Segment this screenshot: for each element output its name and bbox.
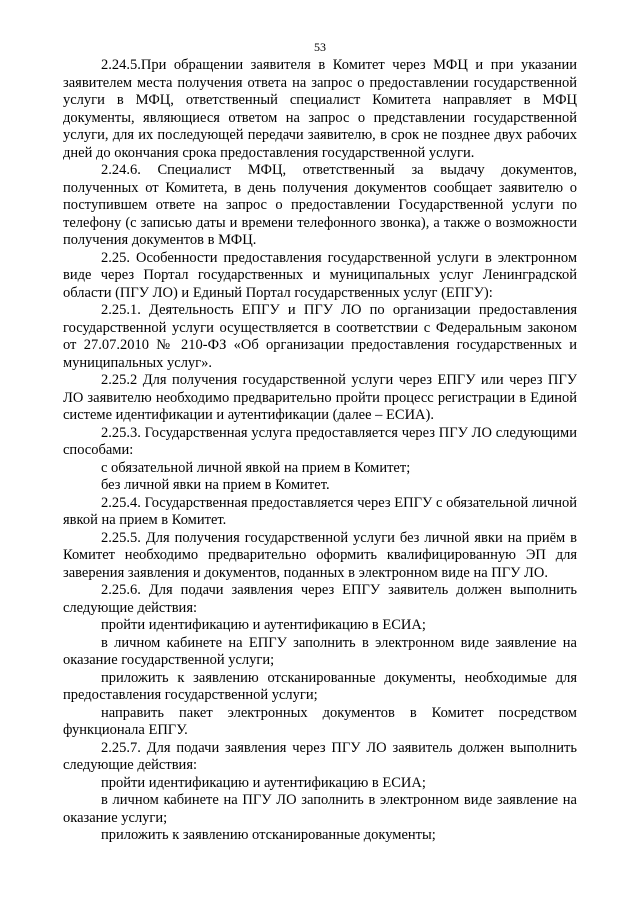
list-item: приложить к заявлению отсканированные документы, необходимые для предоставления государственной услуги;: [63, 669, 577, 703]
paragraph-2-25-4: 2.25.4. Государственная предоставляется через ЕПГУ с обязательной личной явкой на прием в Комитет.: [63, 494, 577, 528]
paragraph-2-25-1: 2.25.1. Деятельность ЕПГУ и ПГУ ЛО по организации предоставления государственной услуги осуществляется в соответствии с Федеральным законом от 27.07.2010 № 210-ФЗ «Об организации предоставления государственных и муниципальных услуг».: [63, 302, 577, 371]
paragraph-2-25: 2.25. Особенности предоставления государственной услуги в электронном виде через Портал государственных и муниципальных услуг Ленинградской области (ПГУ ЛО) и Единый Портал государственных услуг (ЕПГУ):: [63, 249, 577, 301]
paragraph-2-24-5: 2.24.5.При обращении заявителя в Комитет через МФЦ и при указании заявителем места получения ответа на запрос о предоставлении государственной услуги в МФЦ, ответственный специалист Комитета направляет в МФЦ документы, являющиеся ответом на запрос о представлении государственной услуги, для их последующей передачи заявителю, в срок не позднее двух рабочих дней до окончания срока предоставления государственной услуги.: [63, 57, 577, 161]
paragraph-2-25-7: 2.25.7. Для подачи заявления через ПГУ ЛО заявитель должен выполнить следующие действия:: [63, 739, 577, 773]
list-item: направить пакет электронных документов в Комитет посредством функционала ЕПГУ.: [63, 704, 577, 738]
paragraph-2-25-2: 2.25.2 Для получения государственной услуги через ЕПГУ или через ПГУ ЛО заявителю необходимо предварительно пройти процесс регистрации в Единой системе идентификации и аутентификации (далее – ЕСИА).: [63, 372, 577, 423]
paragraph-2-25-5: 2.25.5. Для получения государственной услуги без личной явки на приём в Комитет необходимо предварительно оформить квалифицированную ЭП для заверения заявления и документов, поданных в электронном виде на ПГУ ЛО.: [63, 529, 577, 581]
list-item: в личном кабинете на ЕПГУ заполнить в электронном виде заявление на оказание государственной услуги;: [63, 634, 577, 668]
list-item: в личном кабинете на ПГУ ЛО заполнить в электронном виде заявление на оказание услуги;: [63, 792, 577, 826]
paragraph-2-24-6: 2.24.6. Специалист МФЦ, ответственный за выдачу документов, полученных от Комитета, в день получения документов сообщает заявителю о поступившем ответе на запрос о предоставлении Государственной услуги по телефону (с записью даты и времени телефонного звонка), а также о возможности получения документов в МФЦ.: [63, 162, 577, 248]
list-item: с обязательной личной явкой на прием в Комитет;: [101, 459, 411, 476]
list-item: без личной явки на прием в Комитет.: [101, 477, 330, 493]
page-number: 53: [314, 40, 326, 54]
paragraph-2-25-6: 2.25.6. Для подачи заявления через ЕПГУ заявитель должен выполнить следующие действия:: [63, 582, 577, 616]
list-item: пройти идентификацию и аутентификацию в ЕСИА;: [101, 774, 426, 791]
paragraph-2-25-3: 2.25.3. Государственная услуга предоставляется через ПГУ ЛО следующими способами:: [63, 424, 577, 458]
document-body: [63, 57, 577, 845]
list-item: приложить к заявлению отсканированные документы;: [101, 827, 436, 843]
list-item: пройти идентификацию и аутентификацию в ЕСИА;: [101, 617, 426, 633]
